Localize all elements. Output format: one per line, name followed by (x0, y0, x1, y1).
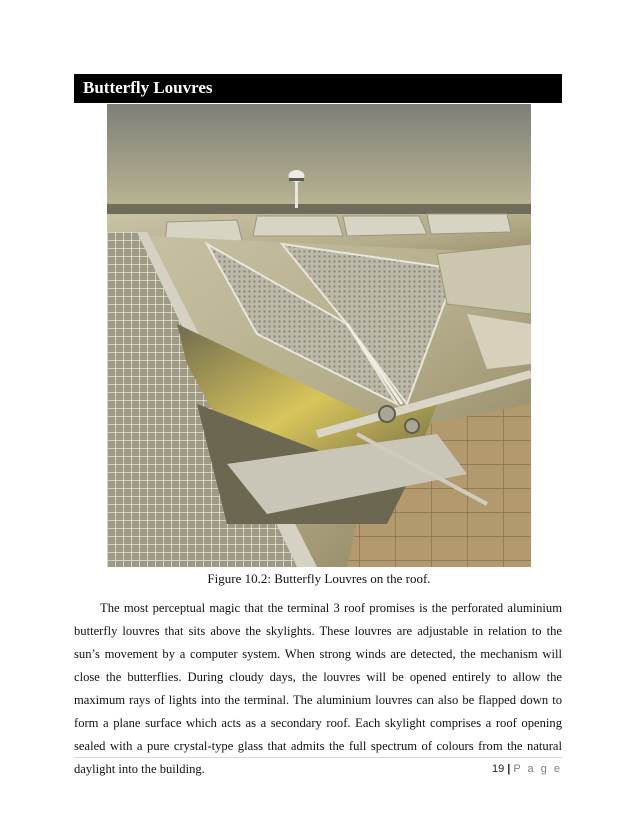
section-title: Butterfly Louvres (83, 78, 213, 97)
page-number: 19 (492, 763, 505, 775)
section-header-bar (74, 74, 562, 103)
body-paragraph: The most perceptual magic that the terminal 3 roof promises is the perforated aluminium butterfly louvres that sits above the skylights. These louvres are adjustable in relation to the sun’s movement by a computer system. When strong winds are detected, the mechanism will close the butterflies. During cloudy days, the louvres will be opened entirely to allow the maximum rays of lights into the terminal. The aluminium louvres can also be flapped down to form a plane surface which acts as a secondary roof. Each skylight comprises a roof opening sealed with a pure crystal-type glass that admits the full spectrum of colours from the natural daylight into the building. (74, 601, 562, 776)
footer-separator: | (507, 763, 511, 775)
page-label: P a g e (513, 763, 562, 775)
page-footer (492, 762, 562, 776)
figure-caption: Figure 10.2: Butterfly Louvres on the roof. (207, 571, 431, 586)
roof-photo-illustration (107, 104, 531, 567)
figure-photo-butterfly-louvres (107, 104, 531, 567)
footer-divider (74, 757, 562, 758)
